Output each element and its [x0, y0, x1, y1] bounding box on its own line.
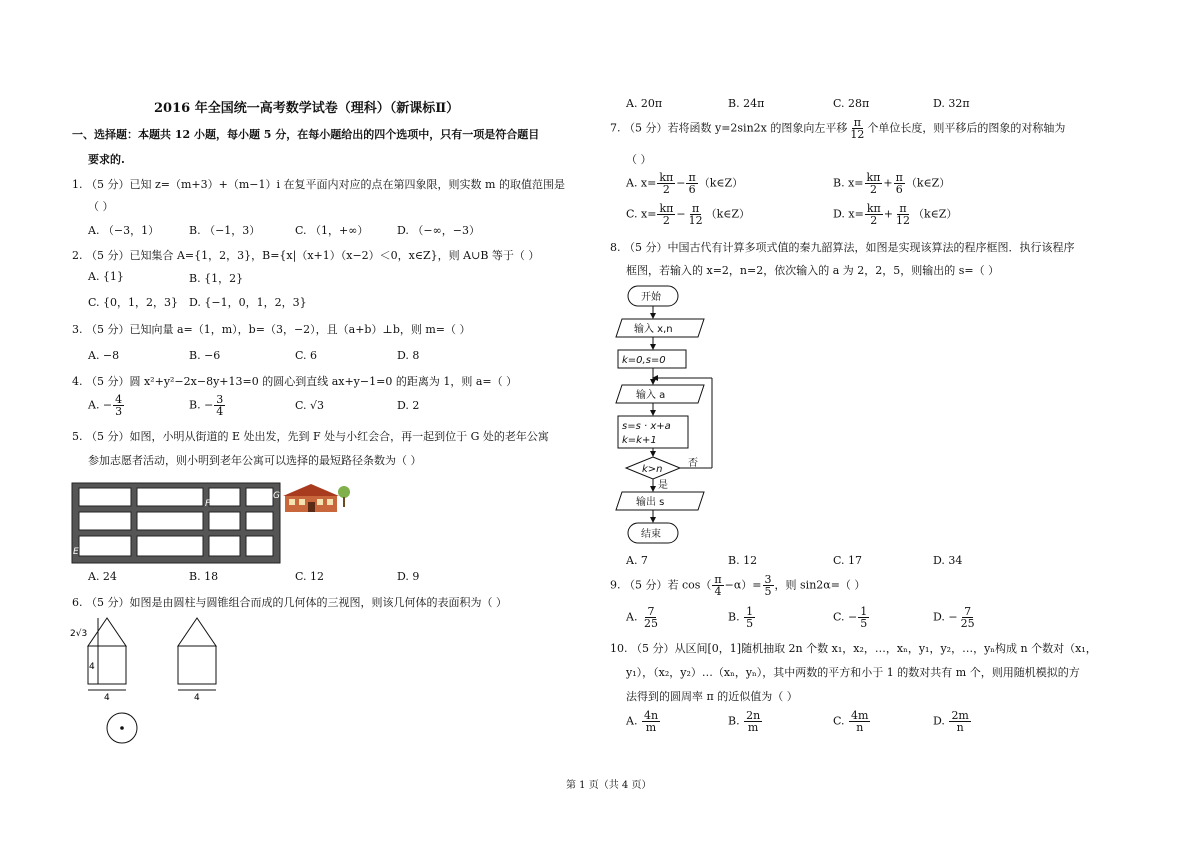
grid-label-g: G: [273, 491, 280, 501]
flow-input-xn-label: 输入 x,n: [634, 324, 673, 335]
q1-stem: 1. （5 分）已知 z=（m+3）+（m−1）i 在复平面内对应的点在第四象限，则实数 m 的取值范围是: [72, 178, 565, 191]
q7-option-d: D. x= $\frac{k\pi}{2}$ + $\frac{\pi}{12}$ （k∈Z）: [833, 202, 958, 227]
q7-stem: 7. （5 分）若将函数 y=2sin2x 的图象向左平移 $\frac{\pi}{12}$ 个单位长度，则平移后的图象的对称轴为: [610, 116, 1066, 141]
q7-option-c: C. x= $\frac{k\pi}{2}$ − $\frac{\pi}{12}$ （k∈Z）: [626, 202, 751, 227]
q1-option-c: C. （1，+∞）: [295, 224, 369, 237]
q5-option-d: D. 9: [397, 570, 420, 583]
flow-yes-label: 是: [658, 480, 668, 491]
q10-option-c: C. $\frac{4m}{n}$: [833, 709, 869, 734]
q1-option-a: A. （−3，1）: [88, 224, 160, 237]
section-heading: 一、选择题：本题共 12 小题，每小题 5 分，在每小题给出的四个选项中，只有一项是符合题目: [72, 128, 540, 141]
q3-option-c: C. 6: [295, 349, 318, 362]
q2-option-b: B. {1，2}: [189, 272, 244, 285]
flow-calc-label-1: s=s · x+a: [622, 421, 671, 432]
dim-front-width: 4: [104, 693, 110, 703]
page-footer: 第 1 页（共 4 页）: [566, 780, 652, 791]
page-title: 2016 年全国统一高考数学试卷（理科）（新课标Ⅱ）: [154, 101, 460, 116]
q10-option-a: A. $\frac{4n}{m}$: [626, 709, 659, 734]
q3-option-a: A. −8: [88, 349, 120, 362]
q9-stem: 9. （5 分）若 cos（ $\frac{\pi}{4}$ −α）= $\frac{3}{5}$ ，则 sin2α=（ ）: [610, 573, 866, 598]
q2-stem: 2. （5 分）已知集合 A={1，2，3}，B={x|（x+1）（x−2）＜0，x∈Z}，则 A∪B 等于（ ）: [72, 249, 540, 262]
dim-side-width: 4: [194, 693, 200, 703]
q10-stem-line2: y₁），（x₂，y₂）…（xₙ，yₙ），其中两数的平方和小于 1 的数对共有 m 个，则用随机模拟的方: [626, 666, 1080, 679]
q3-stem: 3. （5 分）已知向量 a=（1，m），b=（3，−2），且（a+b）⊥b，则 m=（ ）: [72, 323, 471, 336]
q9-option-d: D. − $\frac{7}{25}$: [933, 605, 975, 630]
q4-option-d: D. 2: [397, 399, 420, 412]
q1-option-b: B. （−1，3）: [189, 224, 261, 237]
q3-option-d: D. 8: [397, 349, 420, 362]
flow-start-label: 开始: [641, 292, 661, 303]
q4-option-b: B. − $\frac{3}{4}$: [189, 393, 224, 418]
street-grid-figure: [71, 478, 351, 564]
section-heading-cont: 要求的.: [88, 153, 125, 166]
q1-option-d: D. （−∞，−3）: [397, 224, 481, 237]
q9-option-a: A. $\frac{7}{25}$: [626, 605, 658, 630]
dim-cylinder-height: 4: [89, 662, 95, 672]
flow-end-label: 结束: [641, 529, 661, 540]
q8-stem-line1: 8. （5 分）中国古代有计算多项式值的秦九韶算法，如图是实现该算法的程序框图．执行该程序: [610, 241, 1075, 254]
q5-option-b: B. 18: [189, 570, 219, 583]
flow-no-label: 否: [688, 458, 698, 469]
q4-option-c: C. √3: [295, 399, 325, 412]
q7-paren: （ ）: [626, 153, 652, 166]
q10-option-d: D. $\frac{2m}{n}$: [933, 709, 969, 734]
q4-stem: 4. （5 分）圆 x²+y²−2x−8y+13=0 的圆心到直线 ax+y−1=0 的距离为 1，则 a=（ ）: [72, 375, 518, 388]
q8-option-a: A. 7: [626, 554, 648, 567]
grid-label-e: E: [73, 547, 79, 557]
q8-option-c: C. 17: [833, 554, 863, 567]
flow-output-label: 输出 s: [636, 497, 665, 508]
q10-stem-line3: 法得到的圆周率 π 的近似值为（ ）: [626, 690, 798, 703]
q5-stem-line1: 5. （5 分）如图，小明从街道的 E 处出发，先到 F 处与小红会合，再一起到位于 G 处的老年公寓: [72, 430, 549, 443]
three-views-figure: [70, 612, 230, 748]
flowchart-figure: [608, 282, 734, 548]
q6-option-d: D. 32π: [933, 97, 970, 110]
q6-option-b: B. 24π: [728, 97, 765, 110]
flow-cond-label: k>n: [642, 464, 663, 475]
flow-calc-label-2: k=k+1: [622, 435, 657, 446]
flow-init-label: k=0,s=0: [622, 355, 666, 366]
q6-option-c: C. 28π: [833, 97, 870, 110]
q4-option-a: A. − $\frac{4}{3}$: [88, 393, 123, 418]
dim-cone-height: 2√3: [70, 629, 88, 639]
q8-option-d: D. 34: [933, 554, 963, 567]
q10-option-b: B. $\frac{2n}{m}$: [728, 709, 761, 734]
q5-stem-line2: 参加志愿者活动，则小明到老年公寓可以选择的最短路径条数为（ ）: [88, 454, 422, 467]
q10-stem-line1: 10. （5 分）从区间[0，1]随机抽取 2n 个数 x₁，x₂，…，xₙ，y₁，y₂，…，yₙ构成 n 个数对（x₁，: [610, 642, 1097, 655]
q3-option-b: B. −6: [189, 349, 221, 362]
q6-stem: 6. （5 分）如图是由圆柱与圆锥组合而成的几何体的三视图，则该几何体的表面积为（ ）: [72, 596, 507, 609]
q8-option-b: B. 12: [728, 554, 758, 567]
q7-option-b: B. x= $\frac{k\pi}{2}$ + $\frac{\pi}{6}$ （k∈Z）: [833, 171, 951, 196]
q2-option-d: D. {−1，0，1，2，3}: [189, 296, 307, 309]
q1-paren: （ ）: [88, 200, 114, 213]
q8-stem-line2: 框图，若输入的 x=2，n=2，依次输入的 a 为 2，2，5，则输出的 s=（ ）: [626, 264, 1000, 277]
grid-label-f: F: [205, 499, 211, 509]
q2-option-c: C. {0，1，2，3}: [88, 296, 179, 309]
q7-option-a: A. x= $\frac{k\pi}{2}$ − $\frac{\pi}{6}$ （k∈Z）: [626, 171, 744, 196]
q9-option-b: B. $\frac{1}{5}$: [728, 605, 754, 630]
q5-option-c: C. 12: [295, 570, 325, 583]
flow-input-a-label: 输入 a: [636, 390, 666, 401]
q5-option-a: A. 24: [88, 570, 117, 583]
q2-option-a: A. {1}: [88, 270, 124, 283]
q9-option-c: C. − $\frac{1}{5}$: [833, 605, 868, 630]
senior-apartment-building-icon: [283, 484, 350, 512]
q6-option-a: A. 20π: [626, 97, 663, 110]
